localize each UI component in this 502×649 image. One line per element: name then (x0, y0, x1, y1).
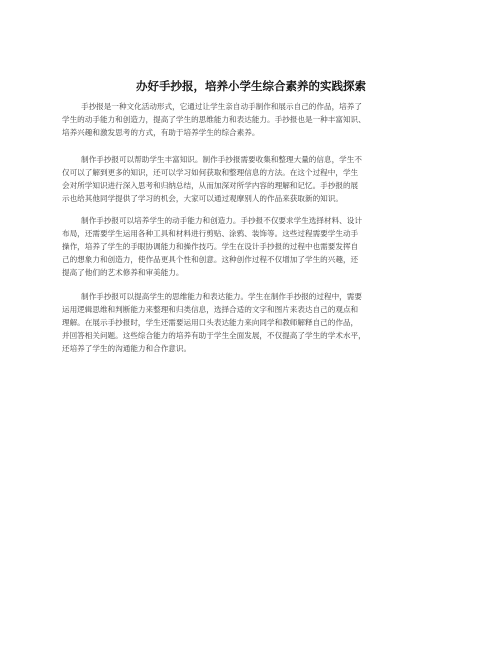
paragraph-3 (62, 214, 446, 279)
paragraph-line: 手抄报是一种文化活动形式，它通过让学生亲自动手制作和展示自己的作品，培养了 (81, 102, 362, 111)
paragraph-line: 己的想象力和创造力，使作品更具个性和创意。这种创作过程不仅增加了学生的兴趣，还 (62, 255, 359, 264)
paragraph-4 (62, 290, 446, 355)
paragraph-1 (62, 100, 446, 139)
paragraph-line: 布局，还需要学生运用各种工具和材料进行剪贴、涂鸦、装饰等。这些过程需要学生动手 (62, 229, 359, 238)
document-title: 办好手抄报，培养小学生综合素养的实践探索 (136, 79, 366, 93)
paragraph-line: 提高了他们的艺术修养和审美能力。 (62, 268, 184, 277)
paragraph-line: 制作手抄报可以帮助学生丰富知识。制作手抄报需要收集和整理大量的信息，学生不 (81, 155, 362, 164)
paragraph-line: 制作手抄报可以提高学生的思维能力和表达能力。学生在制作手抄报的过程中，需要 (81, 292, 362, 301)
paragraph-line: 运用逻辑思维和判断能力来整理和归类信息，选择合适的文字和图片来表达自己的观点和 (62, 305, 359, 314)
paragraph-line: 还培养了学生的沟通能力和合作意识。 (62, 344, 192, 353)
paragraph-line: 学生的动手能力和创造力，提高了学生的思维能力和表达能力。手抄报也是一种丰富知识、 (62, 115, 366, 124)
paragraph-line: 制作手抄报可以培养学生的动手能力和创造力。手抄报不仅要求学生选择材料、设计 (81, 216, 362, 225)
paragraph-line: 操作，培养了学生的手眼协调能力和操作技巧。学生在设计手抄报的过程中也需要发挥自 (62, 242, 359, 251)
paragraph-2 (62, 153, 446, 205)
paragraph-line: 并回答相关问题。这些综合能力的培养有助于学生全面发展，不仅提高了学生的学术水平， (62, 331, 366, 340)
paragraph-line: 会对所学知识进行深入思考和归纳总结，从而加深对所学内容的理解和记忆。手抄报的展 (62, 181, 359, 190)
paragraph-line: 仅可以了解到更多的知识，还可以学习如何获取和整理信息的方法。在这个过程中，学生 (62, 168, 359, 177)
paragraph-line: 培养兴趣和激发思考的方式，有助于培养学生的综合素养。 (62, 128, 260, 137)
paragraph-line: 理解。在展示手抄报时，学生还需要运用口头表达能力来向同学和教师解释自己的作品， (62, 318, 359, 327)
paragraph-line: 示也给其他同学提供了学习的机会，大家可以通过观摩别人的作品来获取新的知识。 (62, 194, 343, 203)
